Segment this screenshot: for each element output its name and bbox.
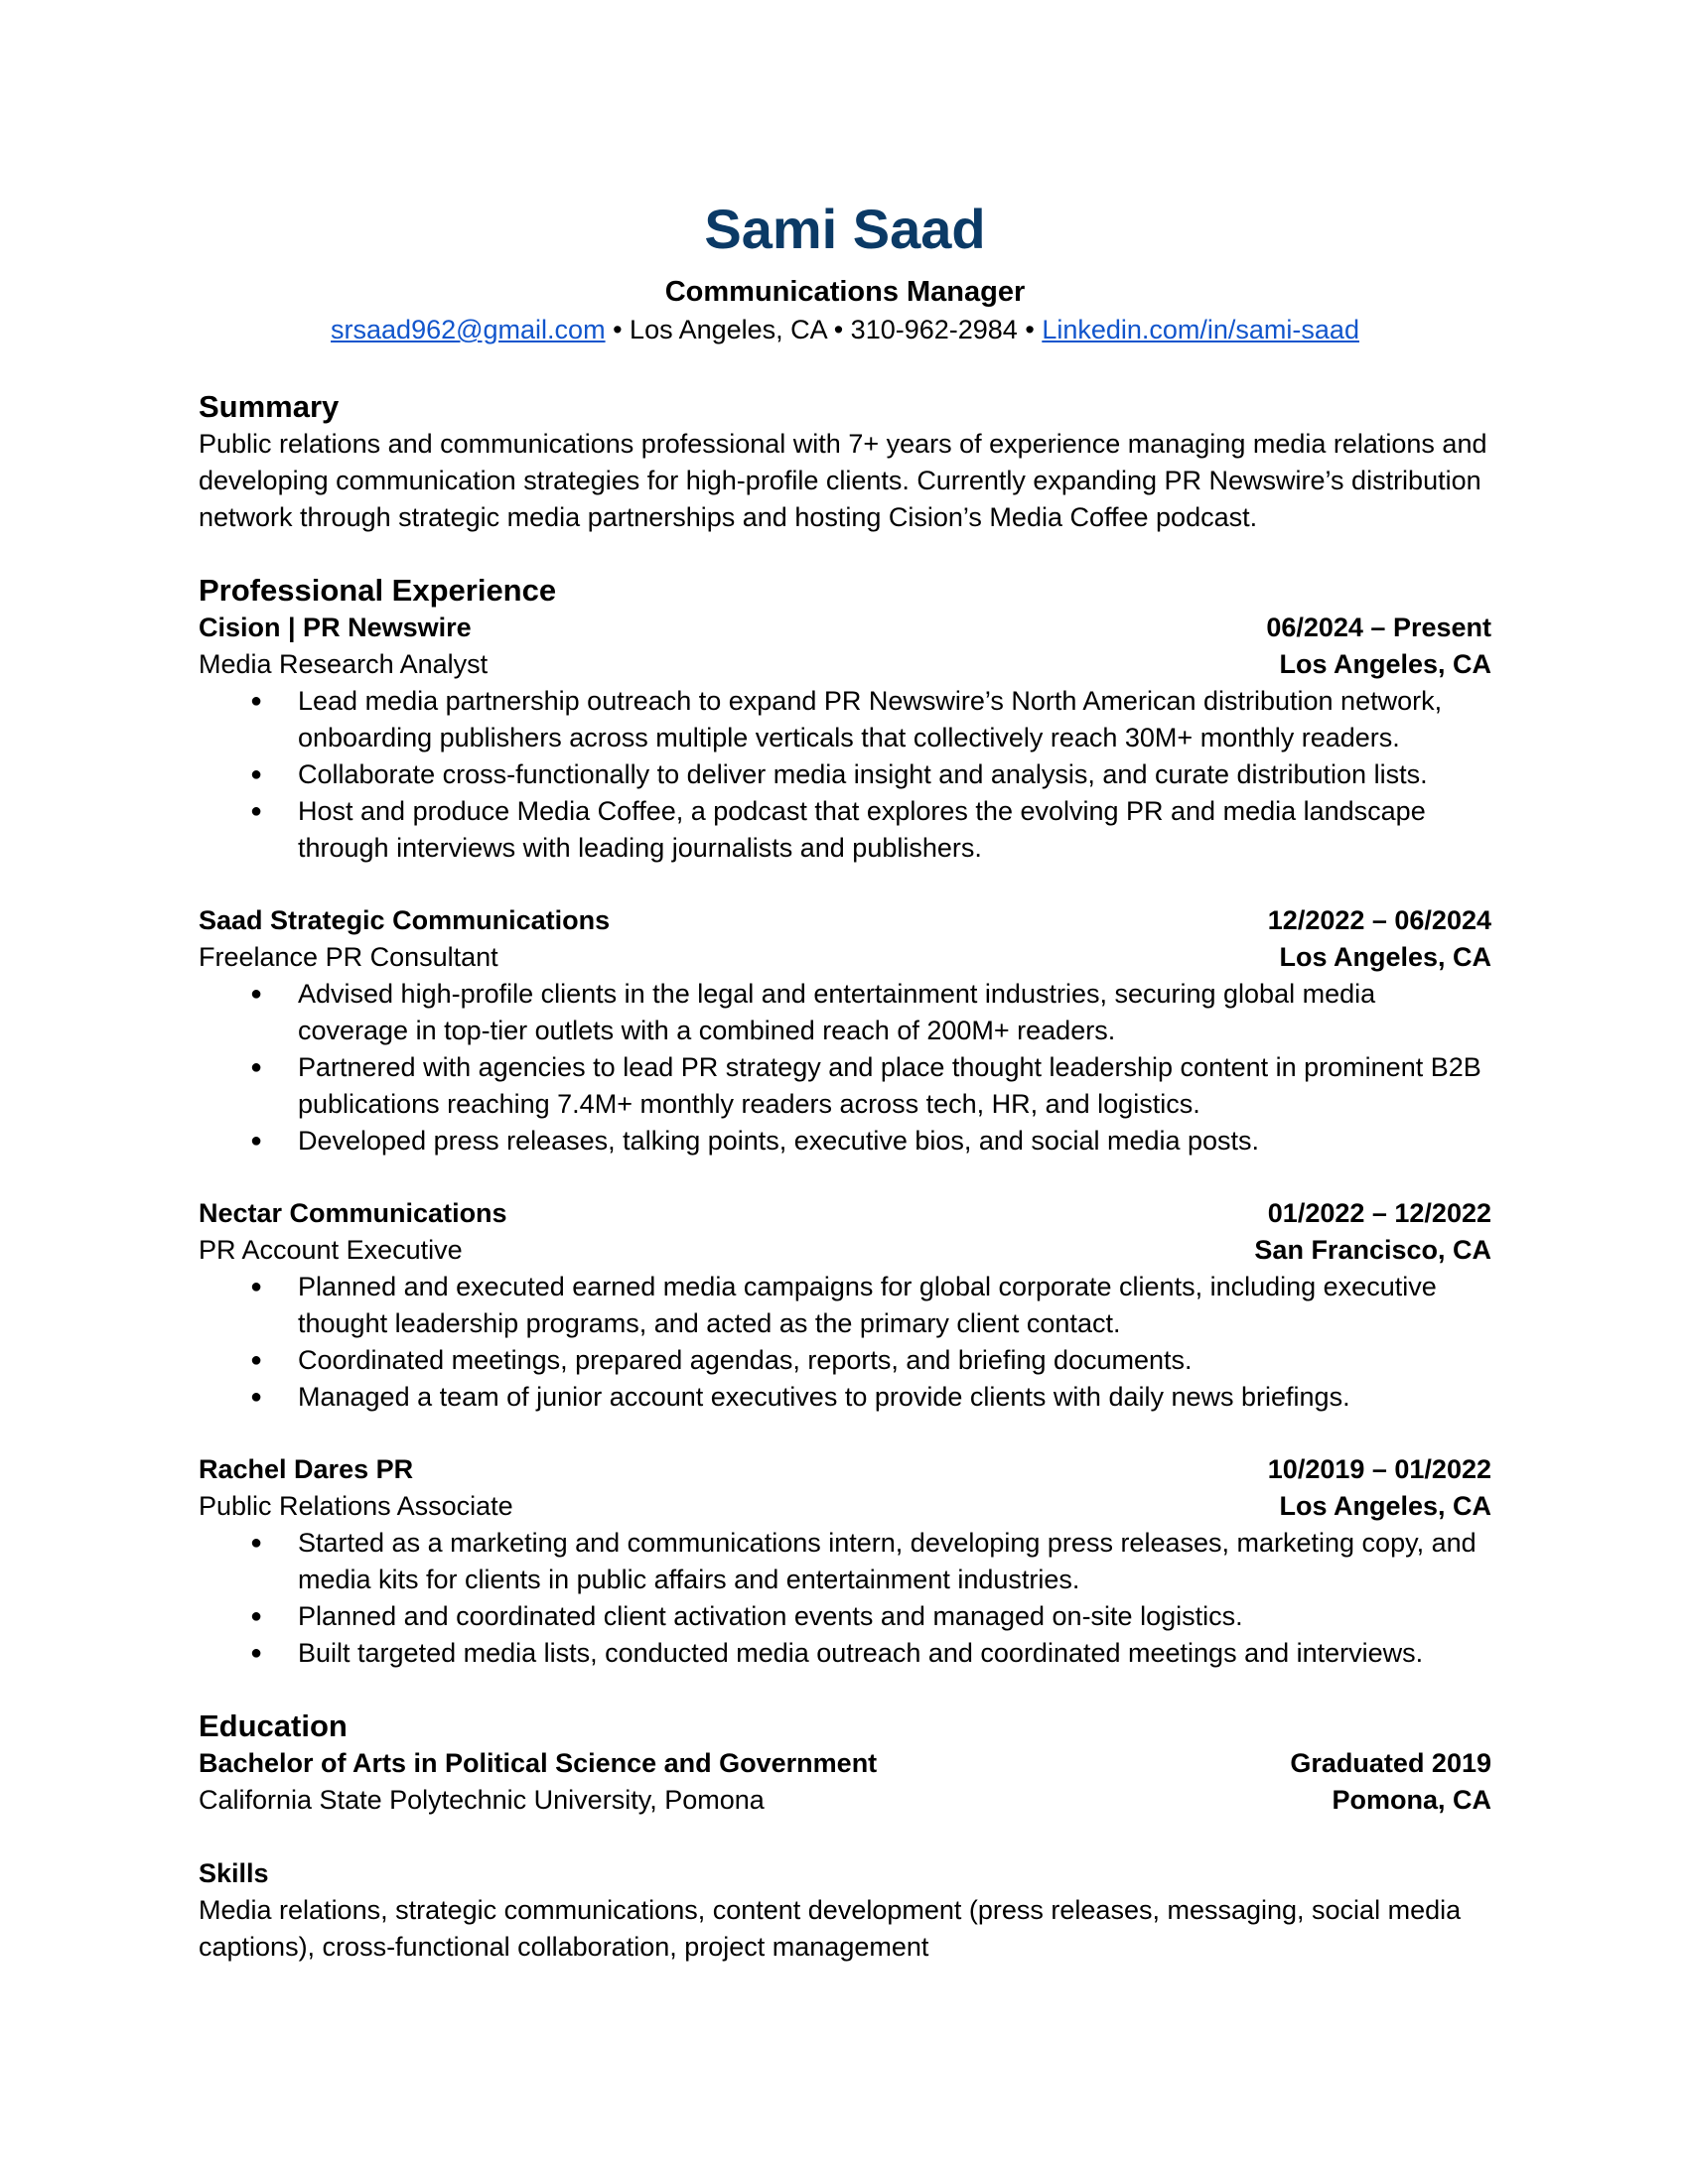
bullet-text: Planned and executed earned media campaigns for global corporate clients, including executive thought leadership programs, and acted as the primary client contact. xyxy=(298,1272,1437,1338)
graduation-date: Graduated 2019 xyxy=(1290,1748,1491,1778)
resume-page xyxy=(199,194,1491,1966)
skills-text: Media relations, strategic communications, content development (press releases, messaging, social media captions), cross-functional collaboration, project management xyxy=(199,1895,1462,1962)
bullet-dot-icon: ● xyxy=(250,800,263,822)
contact-line xyxy=(199,311,1491,348)
bullet-dot-icon: ● xyxy=(250,1056,263,1078)
bullet-text: Started as a marketing and communications intern, developing press releases, marketing copy, and media kits for clients in public affairs and entertainment industries. xyxy=(298,1528,1477,1594)
bullet-dot-icon: ● xyxy=(250,1605,263,1627)
list-item xyxy=(199,1049,1491,1123)
job-role: PR Account Executive xyxy=(199,1235,463,1265)
job-header-row xyxy=(199,1451,1491,1488)
education-row-school xyxy=(199,1782,1491,1819)
list-item xyxy=(199,683,1491,756)
job-role-row xyxy=(199,1232,1491,1269)
bullet-text: Collaborate cross-functionally to deliver media insight and analysis, and curate distribution lists. xyxy=(298,759,1428,789)
contact-location: Los Angeles, CA xyxy=(630,315,827,344)
job-role: Media Research Analyst xyxy=(199,649,489,679)
job-location: Los Angeles, CA xyxy=(1279,649,1491,679)
list-item xyxy=(199,793,1491,867)
bullet-dot-icon: ● xyxy=(250,1349,263,1371)
job-bullets xyxy=(199,1269,1491,1416)
job-role-row xyxy=(199,939,1491,976)
separator: • xyxy=(833,315,844,344)
bullet-dot-icon: ● xyxy=(250,983,263,1005)
school: California State Polytechnic University, Pomona xyxy=(199,1785,765,1815)
linkedin-link[interactable]: Linkedin.com/in/sami-saad xyxy=(1042,315,1359,344)
bullet-text: Host and produce Media Coffee, a podcast that explores the evolving PR and media landscape through interviews with leading journalists and publishers. xyxy=(298,796,1426,863)
list-item xyxy=(199,1379,1491,1416)
school-location: Pomona, CA xyxy=(1332,1785,1491,1815)
job-header-row xyxy=(199,1195,1491,1232)
bullet-text: Coordinated meetings, prepared agendas, reports, and briefing documents. xyxy=(298,1345,1193,1375)
list-item xyxy=(199,1525,1491,1598)
degree: Bachelor of Arts in Political Science and Government xyxy=(199,1748,878,1778)
separator: • xyxy=(1025,315,1035,344)
education-section xyxy=(199,1707,1491,1819)
job-location: San Francisco, CA xyxy=(1254,1235,1491,1265)
list-item xyxy=(199,1342,1491,1379)
bullet-dot-icon: ● xyxy=(250,1386,263,1408)
list-item xyxy=(199,756,1491,793)
bullet-dot-icon: ● xyxy=(250,763,263,785)
separator: • xyxy=(613,315,623,344)
list-item xyxy=(199,1123,1491,1160)
bullet-text: Partnered with agencies to lead PR strategy and place thought leadership content in prominent B2B publications reaching 7.4M+ monthly readers across tech, HR, and logistics. xyxy=(298,1052,1481,1119)
section-heading-skills: Skills xyxy=(199,1858,269,1888)
summary-section xyxy=(199,388,1491,536)
job-role-row xyxy=(199,646,1491,683)
section-heading-summary: Summary xyxy=(199,389,340,424)
job-list xyxy=(199,610,1491,1672)
candidate-name: Sami Saad xyxy=(704,198,986,260)
job-location: Los Angeles, CA xyxy=(1279,1491,1491,1521)
job-role-row xyxy=(199,1488,1491,1525)
job-role: Freelance PR Consultant xyxy=(199,942,498,972)
email-link[interactable]: srsaad962@gmail.com xyxy=(331,315,606,344)
list-item xyxy=(199,976,1491,1049)
experience-section xyxy=(199,572,1491,1672)
job-role: Public Relations Associate xyxy=(199,1491,513,1521)
job-entry xyxy=(199,610,1491,867)
education-row-degree xyxy=(199,1745,1491,1782)
bullet-dot-icon: ● xyxy=(250,1642,263,1664)
job-dates: 10/2019 – 01/2022 xyxy=(1267,1454,1491,1484)
job-header-row xyxy=(199,610,1491,646)
job-entry xyxy=(199,1451,1491,1672)
section-heading-education: Education xyxy=(199,1708,348,1743)
company-name: Rachel Dares PR xyxy=(199,1454,414,1484)
job-title: Communications Manager xyxy=(664,276,1026,308)
job-location: Los Angeles, CA xyxy=(1279,942,1491,972)
skills-section xyxy=(199,1854,1491,1966)
job-bullets xyxy=(199,683,1491,867)
section-heading-experience: Professional Experience xyxy=(199,573,557,608)
job-bullets xyxy=(199,1525,1491,1672)
list-item xyxy=(199,1598,1491,1635)
bullet-text: Advised high-profile clients in the legal and entertainment industries, securing global media coverage in top-tier outlets with a combined reach of 200M+ readers. xyxy=(298,979,1376,1045)
bullet-text: Developed press releases, talking points, executive bios, and social media posts. xyxy=(298,1126,1260,1156)
company-name: Saad Strategic Communications xyxy=(199,905,611,935)
list-item xyxy=(199,1635,1491,1672)
bullet-dot-icon: ● xyxy=(250,690,263,712)
bullet-text: Planned and coordinated client activation events and managed on-site logistics. xyxy=(298,1601,1243,1631)
list-item xyxy=(199,1269,1491,1342)
bullet-dot-icon: ● xyxy=(250,1130,263,1152)
job-entry xyxy=(199,902,1491,1160)
summary-text: Public relations and communications professional with 7+ years of experience managing media relations and developing communication strategies for high-profile clients. Currently expanding PR Newswire’s distribution network through strategic media partnerships and hosting Cision’s Media Coffee podcast. xyxy=(199,429,1487,532)
company-name: Cision | PR Newswire xyxy=(199,613,472,642)
job-entry xyxy=(199,1195,1491,1416)
bullet-dot-icon: ● xyxy=(250,1532,263,1554)
job-bullets xyxy=(199,976,1491,1160)
job-dates: 01/2022 – 12/2022 xyxy=(1267,1198,1491,1228)
job-dates: 06/2024 – Present xyxy=(1266,613,1491,642)
bullet-text: Lead media partnership outreach to expand PR Newswire’s North American distribution network, onboarding publishers across multiple verticals that collectively reach 30M+ monthly readers. xyxy=(298,686,1443,752)
bullet-text: Built targeted media lists, conducted media outreach and coordinated meetings and interviews. xyxy=(298,1638,1424,1668)
company-name: Nectar Communications xyxy=(199,1198,507,1228)
job-header-row xyxy=(199,902,1491,939)
bullet-dot-icon: ● xyxy=(250,1276,263,1297)
job-dates: 12/2022 – 06/2024 xyxy=(1267,905,1491,935)
bullet-text: Managed a team of junior account executives to provide clients with daily news briefings. xyxy=(298,1382,1350,1412)
contact-phone: 310-962-2984 xyxy=(850,315,1018,344)
